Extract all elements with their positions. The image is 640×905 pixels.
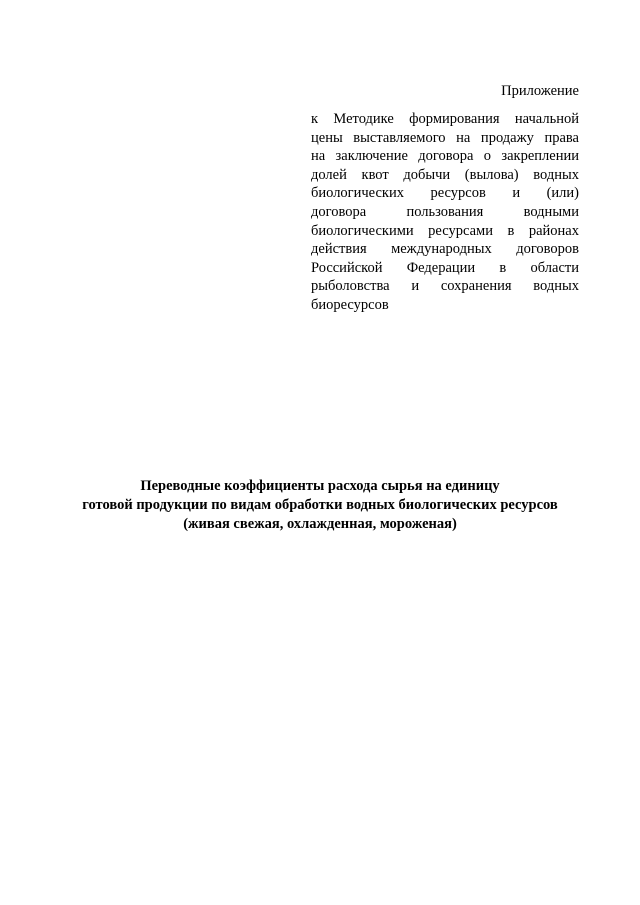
- appendix-line: Российской Федерации в области: [311, 259, 579, 276]
- title-line: Переводные коэффициенты расхода сырья на единицу: [140, 478, 500, 494]
- appendix-line: рыболовства и сохранения водных: [311, 278, 579, 295]
- appendix-line: биологическими ресурсами в районах: [311, 222, 579, 239]
- appendix-line: биологических ресурсов и (или): [311, 185, 579, 202]
- appendix-line: цены выставляемого на продажу права: [311, 129, 579, 146]
- title-line: готовой продукции по видам обработки водных биологических ресурсов: [82, 497, 558, 513]
- appendix-line: долей квот добычи (вылова) водных: [311, 166, 579, 183]
- document-title: [40, 477, 600, 534]
- appendix-label: Приложение: [501, 83, 579, 99]
- appendix-line: к Методике формирования начальной: [311, 111, 579, 127]
- appendix-line: действия международных договоров: [311, 241, 579, 258]
- appendix-line: на заключение договора о закреплении: [311, 148, 579, 165]
- appendix-line: договора пользования водными: [311, 203, 579, 220]
- title-line: (живая свежая, охлажденная, мороженая): [183, 516, 457, 532]
- appendix-reference: [311, 110, 579, 315]
- appendix-line: биоресурсов: [311, 296, 389, 313]
